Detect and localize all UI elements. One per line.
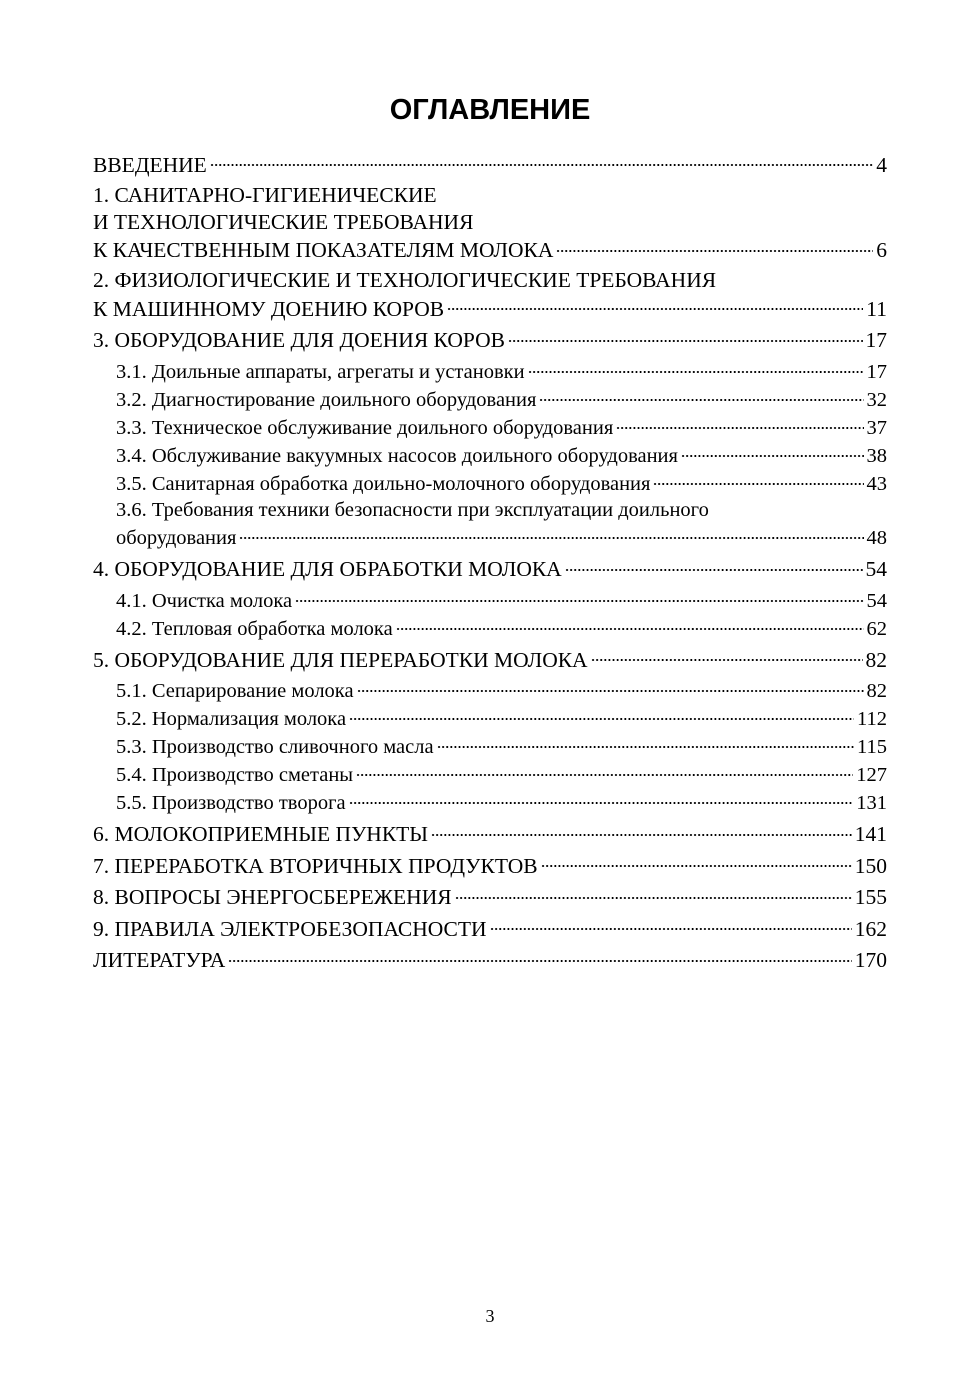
toc-section[interactable] [93,264,887,323]
dot-leader [239,524,863,545]
toc-leader-line [116,789,887,817]
toc-subsection[interactable] [93,385,887,413]
toc-subsection[interactable] [93,354,887,385]
toc-leader-line [93,883,887,912]
toc-leader-line [116,733,887,761]
toc-section[interactable] [93,848,887,880]
toc-page-number: 6 [876,238,887,262]
dot-leader [447,294,863,316]
toc-page-number: 150 [854,853,887,878]
toc-subsection[interactable] [93,583,887,614]
toc-leader-line [93,294,887,323]
toc-page-number: 115 [857,736,887,758]
toc-page-number: 82 [866,680,887,702]
dot-leader [396,614,864,635]
toc-entry-title: 5.2. Нормализация молока [116,708,347,730]
toc-page-number: 170 [854,948,887,972]
toc-subsection[interactable] [93,413,887,441]
toc-entry-title: 5.3. Производство сливочного масла [116,736,434,758]
toc-page-number: 131 [856,792,887,814]
toc-entry-title: 8. ВОПРОСЫ ЭНЕРГОСБЕРЕЖЕНИЯ [93,885,452,909]
toc-section[interactable] [93,323,887,355]
toc-entry-title: 5.5. Производство творога [116,792,346,814]
toc-entry-title: 5.4. Производство сметаны [116,764,354,786]
toc-leader-line [116,614,887,642]
toc-page-number: 37 [866,416,887,439]
dot-leader [565,555,863,577]
toc-leader-line [116,705,887,733]
page-number: 3 [485,1306,495,1326]
toc-leader-line [116,441,887,469]
toc-section[interactable] [93,642,887,674]
dot-leader [356,761,853,782]
toc-page-number: 54 [865,557,887,581]
toc-entry-title: оборудования [116,527,237,549]
dot-leader [431,820,852,842]
toc-page-number: 48 [866,527,887,549]
dot-leader [228,946,851,968]
toc-section[interactable] [93,179,887,265]
dot-leader [508,326,863,348]
toc-leader-line [116,413,887,441]
dot-leader [653,469,863,490]
toc-entry-title: 9. ПРАВИЛА ЭЛЕКТРОБЕЗОПАСНОСТИ [93,916,487,941]
toc-subsection[interactable] [93,441,887,469]
toc-page-number: 54 [866,589,887,612]
toc-section[interactable] [93,147,887,179]
table-of-contents [93,147,887,974]
toc-subsection[interactable] [93,614,887,642]
toc-subsection[interactable] [93,789,887,817]
toc-entry-title: ВВЕДЕНИЕ [93,152,207,177]
toc-page-number: 11 [866,296,887,321]
dot-leader [295,586,863,607]
toc-section[interactable] [93,552,887,584]
toc-entry-title-line: И ТЕХНОЛОГИЧЕСКИЕ ТРЕБОВАНИЯ [93,209,474,234]
toc-page-number: 112 [857,708,887,730]
toc-section[interactable] [93,817,887,849]
toc-entry-title: К МАШИННОМУ ДОЕНИЮ КОРОВ [93,296,445,321]
toc-leader-line [116,761,887,789]
dot-leader [437,733,854,754]
toc-entry-title: 3.5. Санитарная обработка доильно-молочного оборудования [116,472,651,495]
toc-leader-line [93,946,887,975]
toc-page-number: 62 [866,617,887,640]
toc-section[interactable] [93,880,887,912]
dot-leader [556,236,873,258]
dot-leader [541,851,852,873]
toc-leader-line [116,357,887,385]
toc-page-number: 127 [856,764,887,786]
dot-leader [455,883,852,905]
toc-leader-line [116,677,887,705]
toc-entry-title-line: 1. САНИТАРНО-ГИГИЕНИЧЕСКИЕ [93,182,437,207]
toc-entry-title: 5. ОБОРУДОВАНИЕ ДЛЯ ПЕРЕРАБОТКИ МОЛОКА [93,647,588,672]
toc-leader-line [116,469,887,497]
toc-entry-title: 3.4. Обслуживание вакуумных насосов доильного оборудования [116,444,678,467]
dot-leader [591,645,863,667]
toc-page-number: 155 [854,885,887,909]
toc-leader-line [116,586,887,614]
toc-entry-title: 3.3. Техническое обслуживание доильного оборудования [116,416,614,439]
toc-leader-line [116,524,887,552]
toc-page-number: 17 [865,328,887,352]
toc-entry-title: 3. ОБОРУДОВАНИЕ ДЛЯ ДОЕНИЯ КОРОВ [93,328,505,352]
page-title: ОГЛАВЛЕНИЕ [389,94,591,126]
toc-page-number: 32 [866,388,887,411]
toc-entry-title: 7. ПЕРЕРАБОТКА ВТОРИЧНЫХ ПРОДУКТОВ [93,853,538,878]
toc-leader-line [93,555,887,584]
toc-entry-title: ЛИТЕРАТУРА [93,948,226,972]
dot-leader [539,385,863,406]
toc-page-number: 162 [854,916,887,941]
toc-entry-title: 6. МОЛОКОПРИЕМНЫЕ ПУНКТЫ [93,822,429,846]
toc-page-number: 17 [866,360,887,383]
dot-leader [349,705,854,726]
toc-leader-line [116,385,887,413]
toc-subsection[interactable] [93,733,887,761]
dot-leader [357,677,864,698]
toc-entry-title: 5.1. Сепарирование молока [116,680,354,702]
dot-leader [349,789,854,810]
toc-entry-title-line: 3.6. Требования техники безопасности при эксплуатации доильного [116,499,709,521]
toc-leader-line [93,851,887,880]
dot-leader [681,441,864,462]
toc-subsection[interactable] [93,469,887,497]
toc-leader-line [93,236,887,265]
toc-entry-title: 4.1. Очистка молока [116,589,293,612]
toc-entry-title-line: 2. ФИЗИОЛОГИЧЕСКИЕ И ТЕХНОЛОГИЧЕСКИЕ ТРЕБОВАНИЯ [93,268,717,292]
toc-subsection[interactable] [93,497,887,552]
toc-page-number: 4 [876,152,887,177]
toc-leader-line [93,150,887,179]
toc-section[interactable] [93,911,887,943]
toc-leader-line [93,820,887,849]
toc-leader-line [93,645,887,674]
toc-page-number: 141 [854,822,887,846]
toc-entry-title: 4. ОБОРУДОВАНИЕ ДЛЯ ОБРАБОТКИ МОЛОКА [93,557,562,581]
toc-leader-line [93,326,887,355]
toc-subsection[interactable] [93,705,887,733]
toc-entry-title: 4.2. Тепловая обработка молока [116,617,393,640]
toc-entry-title: К КАЧЕСТВЕННЫМ ПОКАЗАТЕЛЯМ МОЛОКА [93,238,554,262]
dot-leader [490,914,852,936]
toc-subsection[interactable] [93,761,887,789]
toc-subsection[interactable] [93,674,887,705]
toc-entry-title: 3.1. Доильные аппараты, агрегаты и установки [116,360,525,383]
toc-page-number: 38 [866,444,887,467]
dot-leader [210,150,873,172]
toc-page-number: 82 [865,647,887,672]
toc-entry-title: 3.2. Диагностирование доильного оборудования [116,388,537,411]
dot-leader [616,413,863,434]
toc-section[interactable] [93,943,887,975]
dot-leader [528,357,864,378]
toc-page-number: 43 [866,472,887,495]
toc-leader-line [93,914,887,943]
